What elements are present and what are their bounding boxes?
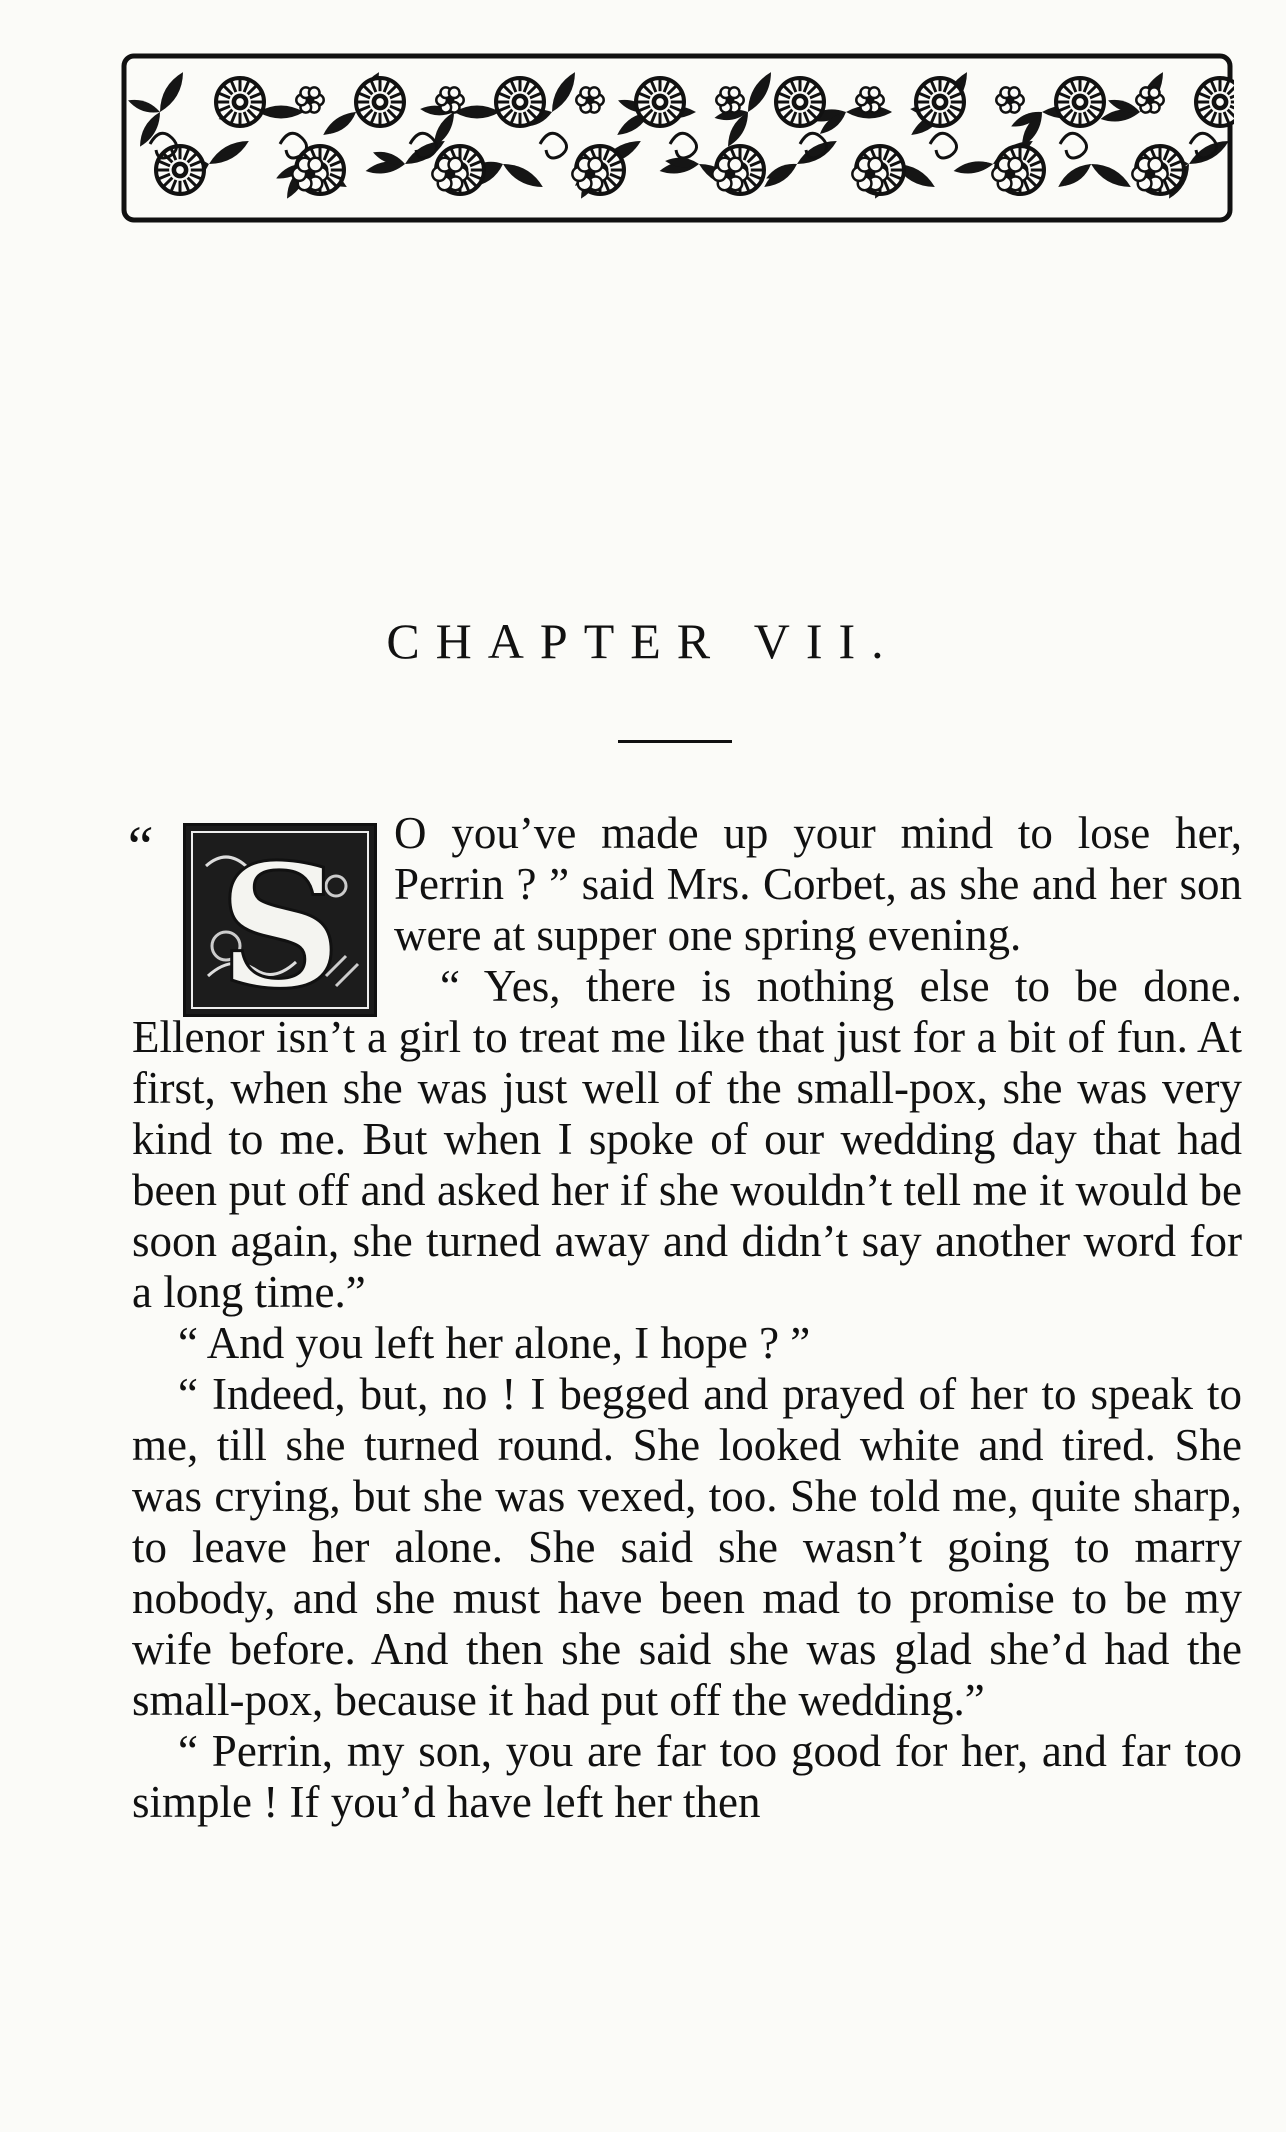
paragraph: “ Yes, there is nothing else to be done. Ellenor isn’t a girl to treat me like that just for a bit of fun. At first, when she was just well of the small-pox, she was very kind to me. But when I spoke of our wedding day that had been put off and asked her if she wouldn’t tell me it would be soon again, she turned away and didn’t say another word for a long time.”: [132, 961, 1242, 1317]
title-rule: [618, 740, 732, 743]
paragraph: “ And you left her alone, I hope ? ”: [178, 1318, 811, 1368]
paragraph: “ Perrin, my son, you are far too good for her, and far too simple ! If you’d have left her then: [132, 1726, 1242, 1827]
chapter-title: CHAPTER VII.: [386, 613, 900, 669]
drop-cap-letter: S: [218, 827, 342, 1014]
floral-header-ornament: [120, 52, 1234, 224]
paragraph: O you’ve made up your mind to lose her, Perrin ? ” said Mrs. Corbet, as she and her son were at supper one spring evening.: [394, 808, 1242, 960]
paragraph: “ Indeed, but, no ! I begged and prayed of her to speak to me, till she turned round. She looked white and tired. She was crying, but she was vexed, too. She told me, quite sharp, to leave her alone. She said she wasn’t going to marry nobody, and she must have been mad to promise to be my wife before. And then she said she was glad she’d had the small-pox, because it had put off the wedding.”: [132, 1369, 1242, 1725]
opening-quote-mark: “: [122, 814, 155, 879]
chapter-body: [132, 808, 1242, 1828]
